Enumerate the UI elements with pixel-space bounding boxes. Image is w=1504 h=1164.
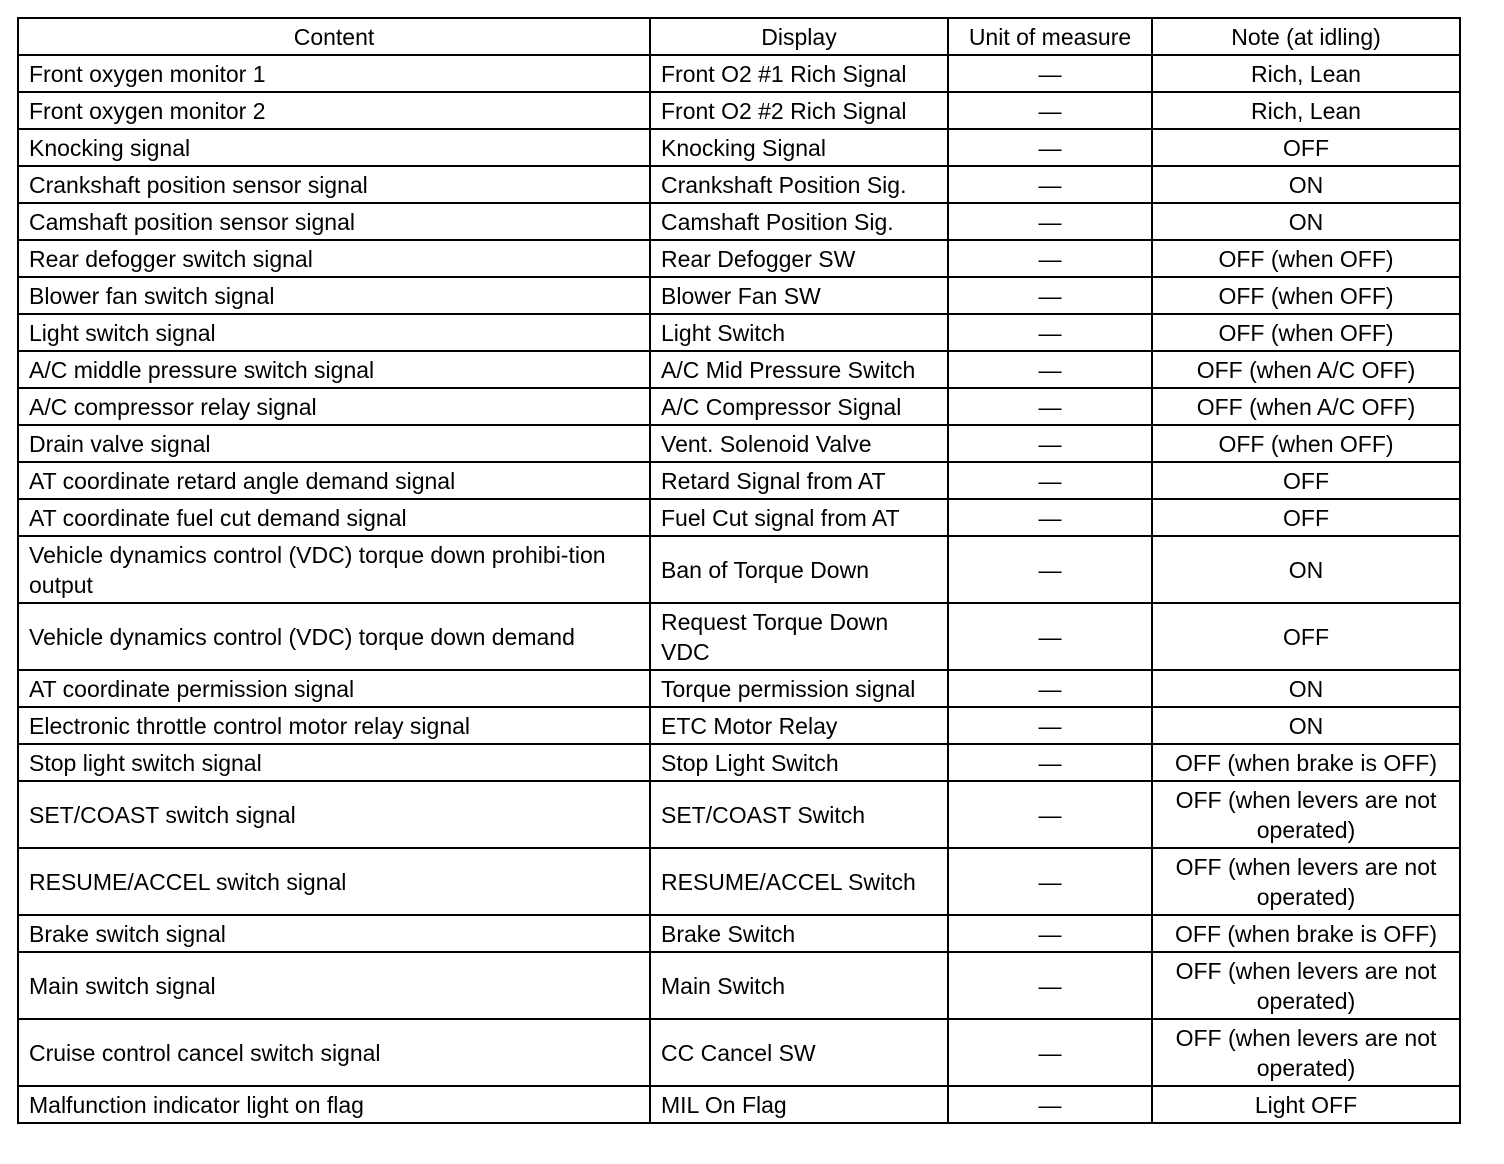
- cell-unit: —: [948, 129, 1152, 166]
- cell-content: Electronic throttle control motor relay signal: [18, 707, 650, 744]
- table-row: [18, 462, 1460, 499]
- cell-note: OFF (when brake is OFF): [1152, 915, 1460, 952]
- cell-display: Fuel Cut signal from AT: [650, 499, 948, 536]
- cell-unit: —: [948, 1086, 1152, 1123]
- table-row: [18, 129, 1460, 166]
- cell-unit: —: [948, 603, 1152, 670]
- cell-note: OFF: [1152, 462, 1460, 499]
- cell-note: ON: [1152, 203, 1460, 240]
- cell-display: Request Torque Down VDC: [650, 603, 948, 670]
- table-row: [18, 603, 1460, 670]
- cell-unit: —: [948, 203, 1152, 240]
- cell-display: Torque permission signal: [650, 670, 948, 707]
- cell-display: Camshaft Position Sig.: [650, 203, 948, 240]
- table-row: [18, 314, 1460, 351]
- table-row: [18, 92, 1460, 129]
- cell-unit: —: [948, 707, 1152, 744]
- table-row: [18, 1019, 1460, 1086]
- cell-note: Rich, Lean: [1152, 55, 1460, 92]
- cell-content: Cruise control cancel switch signal: [18, 1019, 650, 1086]
- cell-note: OFF: [1152, 499, 1460, 536]
- table-row: [18, 240, 1460, 277]
- cell-note: OFF (when brake is OFF): [1152, 744, 1460, 781]
- cell-note: OFF (when A/C OFF): [1152, 351, 1460, 388]
- cell-content: A/C middle pressure switch signal: [18, 351, 650, 388]
- table-row: [18, 1086, 1460, 1123]
- cell-unit: —: [948, 55, 1152, 92]
- cell-content: Camshaft position sensor signal: [18, 203, 650, 240]
- cell-note: OFF (when OFF): [1152, 240, 1460, 277]
- header-unit: Unit of measure: [948, 18, 1152, 55]
- table-row: [18, 499, 1460, 536]
- cell-display: RESUME/ACCEL Switch: [650, 848, 948, 915]
- table-row: [18, 277, 1460, 314]
- cell-unit: —: [948, 499, 1152, 536]
- cell-content: Malfunction indicator light on flag: [18, 1086, 650, 1123]
- cell-note: ON: [1152, 166, 1460, 203]
- cell-unit: —: [948, 848, 1152, 915]
- cell-note: ON: [1152, 670, 1460, 707]
- cell-content: Light switch signal: [18, 314, 650, 351]
- cell-content: Blower fan switch signal: [18, 277, 650, 314]
- cell-display: A/C Compressor Signal: [650, 388, 948, 425]
- cell-display: A/C Mid Pressure Switch: [650, 351, 948, 388]
- table-row: [18, 388, 1460, 425]
- cell-unit: —: [948, 462, 1152, 499]
- table-row: [18, 952, 1460, 1019]
- cell-unit: —: [948, 781, 1152, 848]
- data-monitor-table: [17, 17, 1461, 1124]
- cell-unit: —: [948, 240, 1152, 277]
- cell-content: AT coordinate retard angle demand signal: [18, 462, 650, 499]
- table-row: [18, 536, 1460, 603]
- cell-content: Vehicle dynamics control (VDC) torque down demand: [18, 603, 650, 670]
- cell-unit: —: [948, 536, 1152, 603]
- table-row: [18, 55, 1460, 92]
- cell-display: Brake Switch: [650, 915, 948, 952]
- cell-unit: —: [948, 670, 1152, 707]
- cell-content: Front oxygen monitor 2: [18, 92, 650, 129]
- cell-unit: —: [948, 425, 1152, 462]
- table-row: [18, 848, 1460, 915]
- cell-content: Drain valve signal: [18, 425, 650, 462]
- cell-unit: —: [948, 952, 1152, 1019]
- cell-display: SET/COAST Switch: [650, 781, 948, 848]
- cell-display: Main Switch: [650, 952, 948, 1019]
- cell-unit: —: [948, 744, 1152, 781]
- cell-display: Crankshaft Position Sig.: [650, 166, 948, 203]
- cell-content: Rear defogger switch signal: [18, 240, 650, 277]
- cell-unit: —: [948, 915, 1152, 952]
- table-header-row: [18, 18, 1460, 55]
- table-row: [18, 203, 1460, 240]
- cell-note: OFF (when OFF): [1152, 277, 1460, 314]
- cell-content: Knocking signal: [18, 129, 650, 166]
- cell-display: Light Switch: [650, 314, 948, 351]
- header-content: Content: [18, 18, 650, 55]
- table-row: [18, 744, 1460, 781]
- cell-note: OFF: [1152, 129, 1460, 166]
- cell-content: Crankshaft position sensor signal: [18, 166, 650, 203]
- cell-content: Front oxygen monitor 1: [18, 55, 650, 92]
- cell-content: A/C compressor relay signal: [18, 388, 650, 425]
- header-note: Note (at idling): [1152, 18, 1460, 55]
- cell-note: OFF (when levers are not operated): [1152, 1019, 1460, 1086]
- cell-note: Rich, Lean: [1152, 92, 1460, 129]
- table-row: [18, 707, 1460, 744]
- cell-unit: —: [948, 388, 1152, 425]
- table-row: [18, 670, 1460, 707]
- cell-note: OFF (when OFF): [1152, 314, 1460, 351]
- cell-content: AT coordinate permission signal: [18, 670, 650, 707]
- cell-display: Ban of Torque Down: [650, 536, 948, 603]
- cell-display: Blower Fan SW: [650, 277, 948, 314]
- cell-note: OFF (when levers are not operated): [1152, 781, 1460, 848]
- table-row: [18, 425, 1460, 462]
- cell-display: Front O2 #2 Rich Signal: [650, 92, 948, 129]
- cell-note: ON: [1152, 707, 1460, 744]
- table-row: [18, 781, 1460, 848]
- cell-unit: —: [948, 314, 1152, 351]
- cell-display: Stop Light Switch: [650, 744, 948, 781]
- cell-display: Front O2 #1 Rich Signal: [650, 55, 948, 92]
- cell-unit: —: [948, 92, 1152, 129]
- cell-unit: —: [948, 351, 1152, 388]
- cell-display: Vent. Solenoid Valve: [650, 425, 948, 462]
- table-row: [18, 915, 1460, 952]
- cell-note: OFF: [1152, 603, 1460, 670]
- cell-content: Vehicle dynamics control (VDC) torque down prohibi-tion output: [18, 536, 650, 603]
- cell-unit: —: [948, 277, 1152, 314]
- cell-content: Brake switch signal: [18, 915, 650, 952]
- table-row: [18, 351, 1460, 388]
- cell-content: RESUME/ACCEL switch signal: [18, 848, 650, 915]
- header-display: Display: [650, 18, 948, 55]
- cell-content: Main switch signal: [18, 952, 650, 1019]
- cell-display: CC Cancel SW: [650, 1019, 948, 1086]
- cell-content: SET/COAST switch signal: [18, 781, 650, 848]
- cell-content: AT coordinate fuel cut demand signal: [18, 499, 650, 536]
- cell-note: OFF (when levers are not operated): [1152, 952, 1460, 1019]
- cell-note: OFF (when OFF): [1152, 425, 1460, 462]
- table-row: [18, 166, 1460, 203]
- cell-display: ETC Motor Relay: [650, 707, 948, 744]
- cell-display: Rear Defogger SW: [650, 240, 948, 277]
- cell-note: OFF (when A/C OFF): [1152, 388, 1460, 425]
- cell-display: Retard Signal from AT: [650, 462, 948, 499]
- cell-unit: —: [948, 1019, 1152, 1086]
- cell-note: ON: [1152, 536, 1460, 603]
- cell-display: MIL On Flag: [650, 1086, 948, 1123]
- cell-content: Stop light switch signal: [18, 744, 650, 781]
- cell-note: OFF (when levers are not operated): [1152, 848, 1460, 915]
- cell-note: Light OFF: [1152, 1086, 1460, 1123]
- cell-display: Knocking Signal: [650, 129, 948, 166]
- cell-unit: —: [948, 166, 1152, 203]
